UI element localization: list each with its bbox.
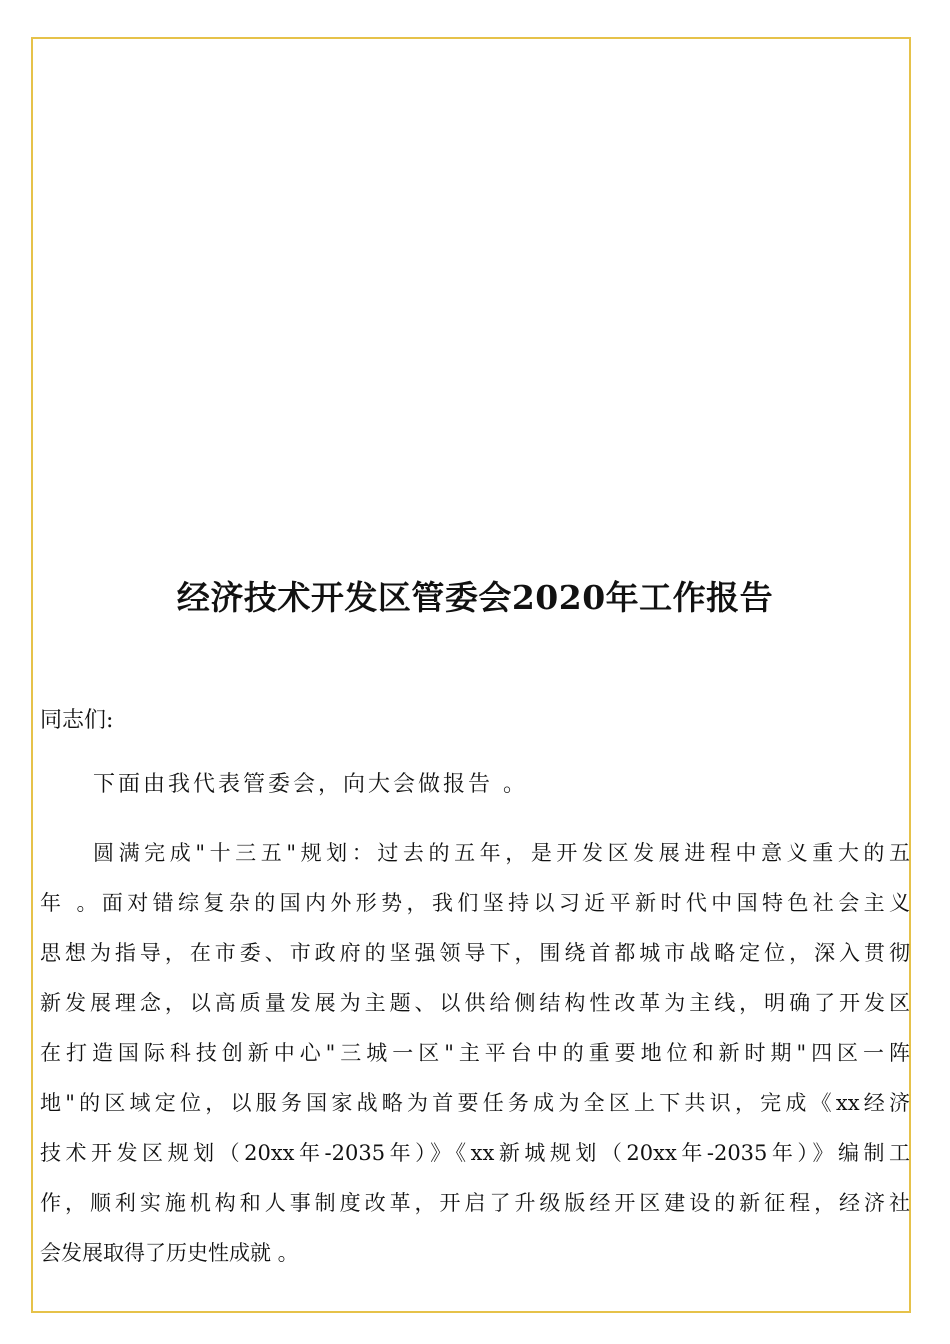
body-line: 新发展理念，以高质量发展为主题、以供给侧结构性改革为主线，明确了开发区 bbox=[40, 991, 910, 1015]
body-line: 技术开发区规划（20xx年-2035年）》《xx新城规划（20xx年-2035年）》编制工 bbox=[40, 1141, 910, 1165]
intro-paragraph: 下面由我代表管委会，向大会做报告 。 bbox=[93, 772, 528, 797]
document-title: 经济技术开发区管委会2020年工作报告 bbox=[176, 578, 774, 617]
body-line: 作，顺利实施机构和人事制度改革，开启了升级版经开区建设的新征程，经济社 bbox=[40, 1191, 910, 1215]
body-line: 会发展取得了历史性成就 。 bbox=[40, 1241, 299, 1265]
body-line: 地"的区域定位，以服务国家战略为首要任务成为全区上下共识，完成《xx经济 bbox=[40, 1091, 910, 1115]
body-line: 年 。面对错综复杂的国内外形势，我们坚持以习近平新时代中国特色社会主义 bbox=[40, 891, 910, 915]
body-line: 思想为指导，在市委、市政府的坚强领导下，围绕首都城市战略定位，深入贯彻 bbox=[40, 941, 910, 965]
body-line: 在打造国际科技创新中心"三城一区"主平台中的重要地位和新时期"四区一阵 bbox=[40, 1041, 910, 1065]
salutation: 同志们: bbox=[40, 708, 114, 733]
body-line: 圆满完成"十三五"规划：过去的五年，是开发区发展进程中意义重大的五 bbox=[93, 841, 910, 865]
body-paragraph bbox=[40, 828, 910, 1278]
